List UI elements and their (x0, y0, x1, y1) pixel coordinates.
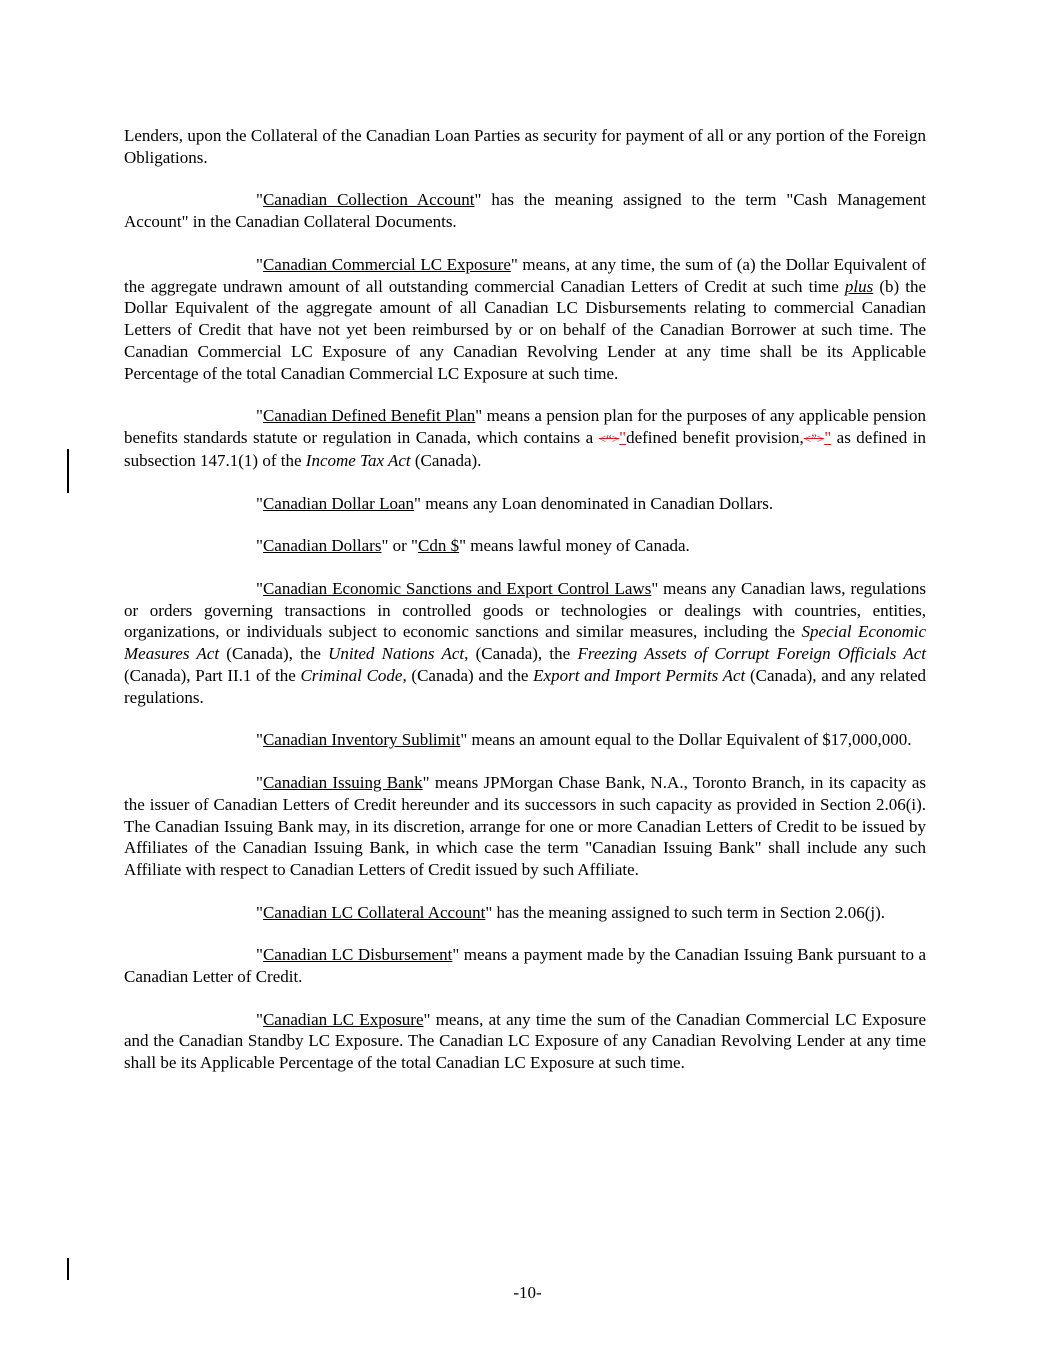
defined-term: Canadian LC Exposure (262, 1009, 424, 1029)
continuation-paragraph: Lenders, upon the Collateral of the Canadian Loan Parties as security for payment of all or any portion of the Foreign Obligations. (124, 126, 926, 167)
definition-canadian-lc-exposure: "Canadian LC Exposure" means, at any time the sum of the Canadian Commercial LC Exposure and the Canadian Standby LC Exposure. The Canadian LC Exposure of any Canadian Revolving Lender at any time shall be its Applicable Percentage of the total Canadian LC Exposure at such time. (124, 1009, 926, 1073)
change-bar (67, 449, 69, 493)
defined-term: Canadian Dollars (262, 536, 382, 556)
definition-canadian-lc-disbursement: "Canadian LC Disbursement" means a payment made by the Canadian Issuing Bank pursuant to a Canadian Letter of Credit. (124, 945, 926, 987)
deleted-text: <“> (598, 431, 620, 447)
inserted-text: " (619, 428, 627, 448)
document-body (124, 125, 926, 1095)
defined-term: Canadian Collection Account (262, 190, 475, 210)
defined-term: Canadian Inventory Sublimit (262, 730, 461, 750)
defined-term: Canadian LC Disbursement (262, 945, 453, 965)
defined-term: Canadian Commercial LC Exposure (262, 254, 511, 274)
definition-canadian-commercial-lc-exposure: "Canadian Commercial LC Exposure" means, at any time, the sum of (a) the Dollar Equivalent of the aggregate undrawn amount of all outstanding commercial Canadian Letters of Credit at such time plus (b) the Dollar Equivalent of the aggregate amount of all Canadian LC Disbursements relating to commercial Canadian Letters of Credit that have not yet been reimbursed by or on behalf of the Canadian Borrower at such time. The Canadian Commercial LC Exposure of any Canadian Revolving Lender at any time shall be its Applicable Percentage of the total Canadian Commercial LC Exposure at such time. (124, 254, 926, 383)
definition-canadian-dollars: "Canadian Dollars" or "Cdn $" means lawful money of Canada. (256, 536, 690, 556)
definition-canadian-lc-collateral-account: "Canadian LC Collateral Account" has the meaning assigned to such term in Section 2.06(j). (256, 902, 886, 922)
defined-term: Canadian Defined Benefit Plan (262, 406, 476, 426)
change-bar (67, 1258, 69, 1280)
page-number: -10- (513, 1283, 542, 1302)
definition-canadian-issuing-bank: "Canadian Issuing Bank" means JPMorgan Chase Bank, N.A., Toronto Branch, in its capacity as the issuer of Canadian Letters of Credit hereunder and its successors in such capacity as provided in Section 2.06(i). The Canadian Issuing Bank may, in its discretion, arrange for one or more Canadian Letters of Credit to be issued by Affiliates of the Canadian Issuing Bank, in which case the term "Canadian Issuing Bank" shall include any such Affiliate with respect to Canadian Letters of Credit issued by such Affiliate. (124, 772, 926, 880)
inserted-text: " (824, 428, 832, 448)
defined-term: Canadian Economic Sanctions and Export Control Laws (262, 578, 652, 598)
definition-canadian-dollar-loan: "Canadian Dollar Loan" means any Loan denominated in Canadian Dollars. (256, 493, 774, 513)
defined-term: Canadian Issuing Bank (262, 772, 423, 792)
defined-term: Canadian Dollar Loan (262, 493, 415, 513)
defined-term: Canadian LC Collateral Account (262, 902, 486, 922)
definition-canadian-defined-benefit-plan: "Canadian Defined Benefit Plan" means a pension plan for the purposes of any applicable pension benefits standards statute or regulation in Canada, which contains a <“>"defined benefit provision,<”>" as defined in subsection 147.1(1) of the Income Tax Act (Canada). (124, 406, 927, 470)
defined-term: Cdn $ (418, 536, 460, 556)
deleted-text: <”> (803, 431, 825, 447)
definition-canadian-economic-sanctions: "Canadian Economic Sanctions and Export Control Laws" means any Canadian laws, regulations or orders governing transactions in controlled goods or technologies or dealings with countries, entities, organizations, or individuals subject to economic sanctions and similar measures, including the Special Economic Measures Act (Canada), the United Nations Act, (Canada), the Freezing Assets of Corrupt Foreign Officials Act (Canada), Part II.1 of the Criminal Code, (Canada) and the Export and Import Permits Act (Canada), and any related regulations. (124, 578, 927, 707)
definition-canadian-collection-account: "Canadian Collection Account" has the meaning assigned to the term "Cash Management Account" in the Canadian Collateral Documents. (124, 190, 926, 232)
definition-canadian-inventory-sublimit: "Canadian Inventory Sublimit" means an amount equal to the Dollar Equivalent of $17,000,000. (256, 730, 912, 750)
